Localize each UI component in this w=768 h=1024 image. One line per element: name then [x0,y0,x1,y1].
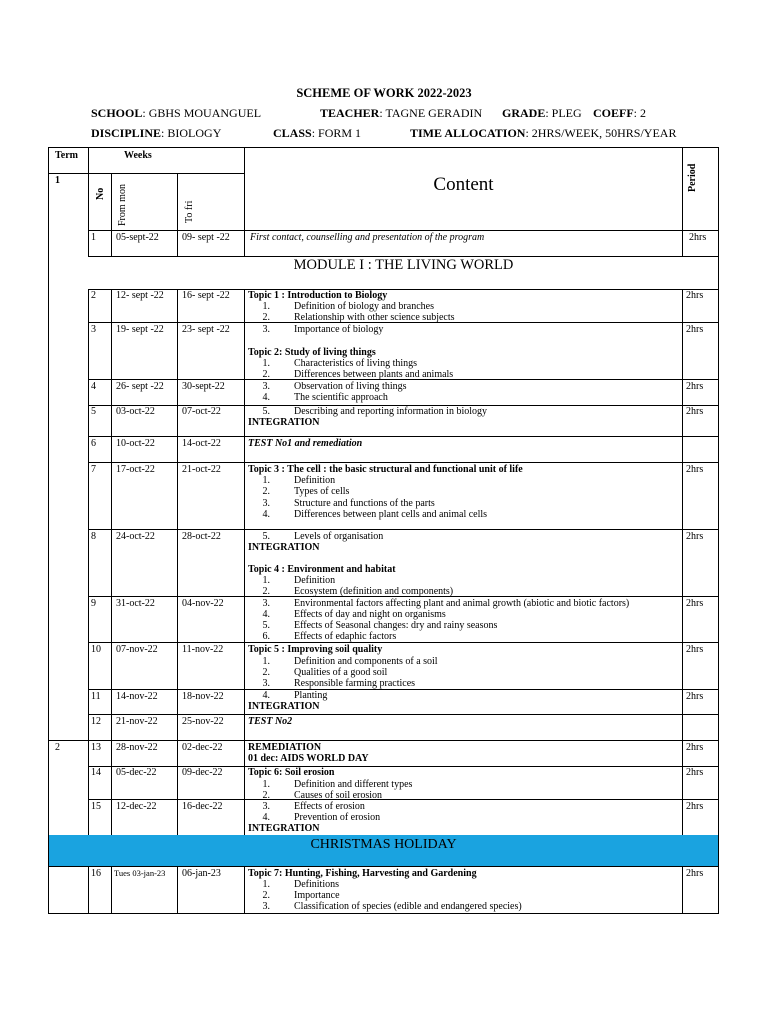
week-no: 16 [91,868,101,879]
week-no: 10 [91,644,101,655]
period-header: Period [687,163,698,192]
integration-label: INTEGRATION [248,701,320,712]
week-no: 11 [91,691,101,702]
coeff-field: COEFF: 2 [593,106,647,120]
topic-item: 1. Definition and components of a soil [262,656,438,667]
week-to: 16- sept -22 [182,290,230,301]
week-to: 09- sept -22 [182,232,230,243]
week-period: 2hrs [686,324,704,335]
topic-item: 4. Effects of day and night on organisms [262,609,446,620]
week-to: 06-jan-23 [182,868,221,879]
week-to: 14-oct-22 [182,438,221,449]
topic-heading: Topic 6: Soil erosion [248,767,335,778]
topic-item: 5. Describing and reporting information in biology [262,406,488,417]
week-no: 8 [91,531,96,542]
school-field: SCHOOL: GBHS MOUANGUEL [91,106,262,120]
topic-item: 4. Prevention of erosion [262,812,381,823]
topic-item: 3. Effects of erosion [262,801,365,812]
weeks-header: Weeks [124,150,152,161]
week-period: 2hrs [686,868,704,879]
week-from: 26- sept -22 [116,381,164,392]
week-from: 12-dec-22 [116,801,157,812]
topic-item: 4. The scientific approach [262,392,388,403]
week-to: 04-nov-22 [182,598,224,609]
class-field: CLASS: FORM 1 [273,126,362,140]
week-no: 7 [91,464,96,475]
to-header: To fri [184,200,195,223]
week-to: 30-sept-22 [182,381,225,392]
week-from: 17-oct-22 [116,464,155,475]
topic-item: 1. Definition [262,475,336,486]
topic-item: 6. Effects of edaphic factors [262,631,397,642]
week-period: 2hrs [686,742,704,753]
week-to: 28-oct-22 [182,531,221,542]
from-header: From mon [117,184,128,226]
week-from: 10-oct-22 [116,438,155,449]
topic-item: 1. Definitions [262,879,339,890]
week-to: 02-dec-22 [182,742,223,753]
week-no: 14 [91,767,101,778]
topic-heading: Topic 4 : Environment and habitat [248,564,396,575]
week-period: 2hrs [689,232,707,243]
teacher-field: TEACHER: TAGNE GERADIN [320,106,483,120]
week-period: 2hrs [686,406,704,417]
week-to: 11-nov-22 [182,644,224,655]
topic-item: 3. Environmental factors affecting plant and animal growth (abiotic and biotic factors) [262,598,630,609]
topic-item: 2. Qualities of a good soil [262,667,388,678]
topic-item: 1. Definition and different types [262,779,413,790]
topic-heading: Topic 1 : Introduction to Biology [248,290,388,301]
week-period: 2hrs [686,464,704,475]
topic-item: 3. Classification of species (edible and endangered species) [262,901,522,912]
week-from: 14-nov-22 [116,691,158,702]
topic-item: 3. Observation of living things [262,381,407,392]
week-no: 9 [91,598,96,609]
integration-label: INTEGRATION [248,417,320,428]
topic-heading: Topic 3 : The cell : the basic structural and functional unit of life [248,464,523,475]
topic-item: 1. Characteristics of living things [262,358,418,369]
term-header: Term [55,150,78,161]
no-header: No [95,187,106,200]
topic-heading: Topic 2: Study of living things [248,347,376,358]
topic-item: 5. Effects of Seasonal changes: dry and rainy seasons [262,620,498,631]
week-no: 5 [91,406,96,417]
term-1-label: 1 [55,175,60,186]
week-to: 25-nov-22 [182,716,224,727]
integration-label: INTEGRATION [248,542,320,553]
week-period: 2hrs [686,801,704,812]
grade-field: GRADE: PLEG [502,106,582,120]
week-from: 05-dec-22 [116,767,157,778]
topic-heading: Topic 5 : Improving soil quality [248,644,383,655]
content-header: Content [433,174,494,195]
week-period: 2hrs [686,767,704,778]
week-no: 6 [91,438,96,449]
week-period: 2hrs [686,644,704,655]
topic-item: 3. Structure and functions of the parts [262,498,435,509]
week-no: 12 [91,716,101,727]
topic-item: 3. Responsible farming practices [262,678,416,689]
week-from: 03-oct-22 [116,406,155,417]
holiday-banner: CHRISTMAS HOLIDAY [49,835,718,866]
topic-item: 2. Importance [262,890,340,901]
week-no: 13 [91,742,101,753]
remediation-label: REMEDIATION [248,742,322,753]
week-no: 2 [91,290,96,301]
time-allocation-field: TIME ALLOCATION: 2HRS/WEEK, 50HRS/YEAR [410,126,677,140]
topic-item: 2. Types of cells [262,486,350,497]
topic-item: 2. Ecosystem (definition and components) [262,586,454,597]
week-to: 07-oct-22 [182,406,221,417]
topic-item: 5. Levels of organisation [262,531,384,542]
week-from: 24-oct-22 [116,531,155,542]
week-no: 1 [91,232,96,243]
week-period: 2hrs [686,531,704,542]
week-period: 2hrs [686,381,704,392]
week-no: 15 [91,801,101,812]
week-to: 18-nov-22 [182,691,224,702]
week-from: 31-oct-22 [116,598,155,609]
test-label: TEST No2 [248,716,293,727]
content-intro: First contact, counselling and presentation of the program [250,232,485,243]
topic-heading: Topic 7: Hunting, Fishing, Harvesting and Gardening [248,868,477,879]
topic-item: 2. Causes of soil erosion [262,790,383,801]
term-2-label: 2 [55,742,60,753]
topic-item: 1. Definition [262,575,336,586]
week-from: 19- sept -22 [116,324,164,335]
integration-label: INTEGRATION [248,823,320,834]
week-to: 23- sept -22 [182,324,230,335]
week-from: Tues 03-jan-23 [114,868,166,878]
week-no: 3 [91,324,96,335]
topic-item: 3. Importance of biology [262,324,384,335]
week-to: 16-dec-22 [182,801,223,812]
topic-item: 2. Relationship with other science subjects [262,312,455,323]
week-from: 12- sept -22 [116,290,164,301]
aids-day-label: 01 dec: AIDS WORLD DAY [248,753,369,764]
week-from: 28-nov-22 [116,742,158,753]
week-period: 2hrs [686,598,704,609]
week-from: 05-sept-22 [116,232,159,243]
test-label: TEST No1 and remediation [248,438,363,449]
topic-item: 4. Differences between plant cells and animal cells [262,509,488,520]
week-from: 21-nov-22 [116,716,158,727]
discipline-field: DISCIPLINE: BIOLOGY [91,126,222,140]
week-no: 4 [91,381,96,392]
week-period: 2hrs [686,691,704,702]
topic-item: 4. Planting [262,690,328,701]
week-to: 09-dec-22 [182,767,223,778]
module-heading: MODULE I : THE LIVING WORLD [293,257,514,273]
topic-item: 2. Differences between plants and animals [262,369,454,380]
week-period: 2hrs [686,290,704,301]
week-to: 21-oct-22 [182,464,221,475]
document-title: SCHEME OF WORK 2022-2023 [296,86,472,100]
topic-item: 1. Definition of biology and branches [262,301,434,312]
week-from: 07-nov-22 [116,644,158,655]
